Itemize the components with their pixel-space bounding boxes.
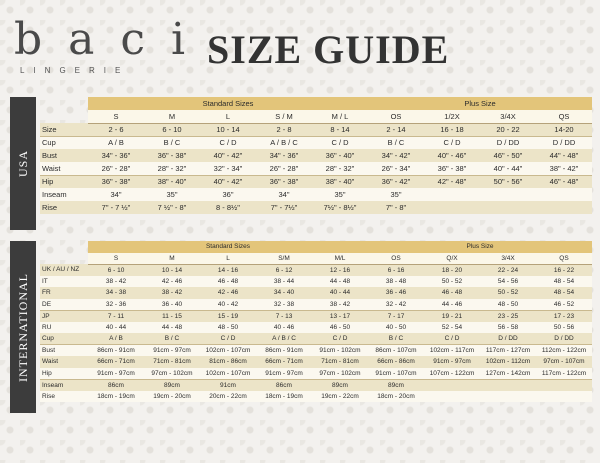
intl-table-cell: 91cm - 97cm — [256, 368, 312, 380]
usa-table-cell: 7" - 7 ½" — [88, 201, 144, 214]
usa-size-col: S / M — [256, 110, 312, 123]
intl-table-cell: B / C — [144, 333, 200, 345]
intl-row-label: JP — [40, 310, 88, 322]
intl-table-cell: 91cm - 97cm — [424, 356, 480, 368]
intl-size-col: S — [88, 253, 144, 265]
international-size-table — [40, 241, 592, 402]
intl-table-cell: 66cm - 86cm — [368, 356, 424, 368]
intl-plus-size-header: Plus Size — [368, 241, 592, 253]
usa-table-cell: 36" - 38" — [424, 162, 480, 175]
intl-table-cell — [424, 391, 480, 403]
intl-table-cell: 102cm - 117cm — [424, 345, 480, 357]
header — [0, 0, 600, 90]
usa-table-cell: 36" - 38" — [144, 149, 200, 162]
intl-table-cell: 11 - 15 — [144, 310, 200, 322]
intl-table-cell: 48 - 50 — [480, 299, 536, 311]
usa-table-cell: 8 - 8½" — [200, 201, 256, 214]
intl-table-cell: 56 - 58 — [480, 322, 536, 334]
intl-size-col: QS — [536, 253, 592, 265]
usa-table-cell: 7" - 8" — [368, 201, 424, 214]
usa-table-cell: 46" - 48" — [536, 175, 592, 188]
usa-table-cell: 50" - 56" — [480, 175, 536, 188]
intl-group-header-row — [40, 241, 592, 253]
intl-table-cell — [480, 379, 536, 391]
intl-table-row — [40, 356, 592, 368]
intl-table-cell: 32 - 38 — [256, 299, 312, 311]
intl-table-cell: 89cm — [144, 379, 200, 391]
intl-table-row — [40, 391, 592, 403]
usa-size-table — [40, 97, 592, 214]
usa-table-cell: D / DD — [480, 136, 536, 149]
usa-table-cell: B / C — [368, 136, 424, 149]
usa-table-cell: 40" - 44" — [480, 162, 536, 175]
intl-table-cell: 40 - 44 — [88, 322, 144, 334]
intl-table-cell: 34 - 38 — [88, 287, 144, 299]
intl-table-cell: 86cm - 91cm — [88, 345, 144, 357]
usa-table-cell: 34" — [88, 188, 144, 201]
usa-row-label: Hip — [40, 175, 88, 188]
intl-table-cell: 13 - 17 — [312, 310, 368, 322]
usa-row-label: Bust — [40, 149, 88, 162]
intl-table-cell — [480, 391, 536, 403]
usa-table-body — [40, 123, 592, 214]
intl-table-cell: C / D — [312, 333, 368, 345]
intl-table-cell: 32 - 42 — [368, 299, 424, 311]
usa-table-cell: 46" - 50" — [480, 149, 536, 162]
usa-row-label: Size — [40, 123, 88, 136]
intl-table-row — [40, 333, 592, 345]
intl-table-cell: 46 - 52 — [536, 299, 592, 311]
intl-table-cell: 91cm - 97cm — [144, 345, 200, 357]
intl-table-cell: D / DD — [536, 333, 592, 345]
intl-table-cell: 38 - 48 — [368, 276, 424, 288]
intl-table-cell: 102cm - 112cm — [480, 356, 536, 368]
intl-table-cell: 15 - 19 — [200, 310, 256, 322]
intl-table-cell: 91cm - 107cm — [368, 368, 424, 380]
usa-table-cell: 7 ½" - 8" — [144, 201, 200, 214]
usa-row-label: Waist — [40, 162, 88, 175]
intl-table-cell: 102cm - 107cm — [200, 345, 256, 357]
intl-table-cell: 22 - 24 — [480, 264, 536, 276]
intl-table-cell: 46 - 48 — [200, 276, 256, 288]
intl-table-cell: 17 - 23 — [536, 310, 592, 322]
intl-row-label: DE — [40, 299, 88, 311]
usa-table-cell: 26" - 28" — [88, 162, 144, 175]
intl-table-cell: 86cm — [88, 379, 144, 391]
intl-row-label: Inseam — [40, 379, 88, 391]
intl-size-col: L — [200, 253, 256, 265]
usa-table-cell: 38" - 40" — [144, 175, 200, 188]
intl-table-cell: C / D — [200, 333, 256, 345]
intl-table-row — [40, 322, 592, 334]
intl-table-cell: 18cm - 20cm — [368, 391, 424, 403]
intl-table-cell: 18cm - 19cm — [88, 391, 144, 403]
brand-logo-subtitle: LINGERIE — [20, 66, 130, 75]
usa-table-cell: 2 - 6 — [88, 123, 144, 136]
usa-table-cell: 38" - 42" — [536, 162, 592, 175]
intl-table-cell: 38 - 42 — [312, 299, 368, 311]
usa-table-cell: 7½" - 8½" — [312, 201, 368, 214]
usa-table-cell — [424, 188, 480, 201]
intl-table-cell: 42 - 46 — [144, 276, 200, 288]
intl-size-header-row — [40, 253, 592, 265]
intl-table-cell: C / D — [424, 333, 480, 345]
intl-table-cell: 19cm - 20cm — [144, 391, 200, 403]
intl-table-cell: 40 - 46 — [256, 322, 312, 334]
intl-table-cell: 89cm — [312, 379, 368, 391]
intl-table-body — [40, 264, 592, 402]
usa-table-cell: 35" — [144, 188, 200, 201]
intl-table-row — [40, 368, 592, 380]
usa-table-cell: 34" — [256, 188, 312, 201]
intl-table-cell: 38 - 44 — [256, 276, 312, 288]
intl-table-cell: 16 - 22 — [536, 264, 592, 276]
intl-table-cell: 46 - 48 — [424, 287, 480, 299]
usa-table-cell — [536, 201, 592, 214]
intl-table-cell: 18cm - 19cm — [256, 391, 312, 403]
intl-table-cell: 36 - 46 — [368, 287, 424, 299]
intl-table-cell: 6 - 16 — [368, 264, 424, 276]
usa-table-cell: 34" - 36" — [88, 149, 144, 162]
usa-table-cell: 42" - 48" — [424, 175, 480, 188]
intl-table-cell: 117cm - 122cm — [536, 368, 592, 380]
intl-table-cell: 86cm - 91cm — [256, 345, 312, 357]
usa-table-cell: 36" — [200, 188, 256, 201]
intl-table-cell: 23 - 25 — [480, 310, 536, 322]
intl-table-cell: 14 - 16 — [200, 264, 256, 276]
intl-table-cell: 44 - 46 — [424, 299, 480, 311]
usa-size-col: 3/4X — [480, 110, 536, 123]
usa-plus-size-header: Plus Size — [368, 97, 592, 110]
intl-table-cell: 117cm - 127cm — [480, 345, 536, 357]
intl-table-cell: 19 - 21 — [424, 310, 480, 322]
usa-table-cell: 44" - 48" — [536, 149, 592, 162]
intl-table-row — [40, 276, 592, 288]
usa-size-header-row — [40, 110, 592, 123]
usa-table-cell: 36" - 38" — [88, 175, 144, 188]
usa-table-cell: 14-20 — [536, 123, 592, 136]
usa-table-cell: 38" - 40" — [312, 175, 368, 188]
intl-table-row — [40, 264, 592, 276]
usa-table-cell: 35" — [312, 188, 368, 201]
usa-table-cell: 26" - 34" — [368, 162, 424, 175]
usa-row-label: Rise — [40, 201, 88, 214]
intl-size-col: OS — [368, 253, 424, 265]
brand-logo: baci — [14, 14, 212, 65]
intl-table-cell: 48 - 50 — [200, 322, 256, 334]
intl-table-cell: 86cm — [256, 379, 312, 391]
usa-table-cell: 7" - 7½" — [256, 201, 312, 214]
international-size-section — [10, 241, 592, 413]
usa-table-cell — [424, 201, 480, 214]
intl-row-label: UK / AU / NZ — [40, 264, 88, 276]
page-title: SIZE GUIDE — [207, 27, 450, 72]
intl-table-row — [40, 310, 592, 322]
usa-table-row — [40, 175, 592, 188]
intl-table-cell: 102cm - 107cm — [200, 368, 256, 380]
usa-table-cell: 8 - 14 — [312, 123, 368, 136]
intl-table-cell: 112cm - 122cm — [536, 345, 592, 357]
intl-table-cell: 97cm - 102cm — [312, 368, 368, 380]
usa-table-cell: 40" - 42" — [200, 175, 256, 188]
intl-table-cell: 12 - 16 — [312, 264, 368, 276]
intl-table-row — [40, 299, 592, 311]
intl-table-cell — [536, 379, 592, 391]
intl-table-cell: 6 - 10 — [88, 264, 144, 276]
usa-size-col: S — [88, 110, 144, 123]
usa-table-cell: B / C — [144, 136, 200, 149]
usa-size-section — [10, 97, 592, 230]
intl-table-cell: 48 - 54 — [536, 287, 592, 299]
intl-table-cell: B / C — [368, 333, 424, 345]
intl-row-label: Rise — [40, 391, 88, 403]
usa-table-row — [40, 188, 592, 201]
usa-table-cell: 28" - 32" — [312, 162, 368, 175]
usa-size-col: L — [200, 110, 256, 123]
intl-row-label: IT — [40, 276, 88, 288]
intl-table-cell: 66cm - 71cm — [88, 356, 144, 368]
usa-table-cell: 35" — [368, 188, 424, 201]
intl-table-cell: 20cm - 22cm — [200, 391, 256, 403]
usa-table-row — [40, 149, 592, 162]
intl-table-cell: 44 - 48 — [144, 322, 200, 334]
intl-table-cell: 91cm - 97cm — [88, 368, 144, 380]
usa-table-cell: A / B — [88, 136, 144, 149]
usa-table-cell: 20 - 22 — [480, 123, 536, 136]
intl-size-col: 3/4X — [480, 253, 536, 265]
intl-table-cell: 91cm — [200, 379, 256, 391]
intl-table-cell: 38 - 42 — [88, 276, 144, 288]
intl-table-cell: 71cm - 81cm — [312, 356, 368, 368]
usa-group-header-row — [40, 97, 592, 110]
usa-table-cell: 36" - 38" — [256, 175, 312, 188]
usa-table-cell — [480, 188, 536, 201]
intl-table-cell: 86cm - 107cm — [368, 345, 424, 357]
usa-table-cell — [536, 188, 592, 201]
intl-table-cell: A / B / C — [256, 333, 312, 345]
usa-size-col: OS — [368, 110, 424, 123]
intl-table-cell: 46 - 50 — [312, 322, 368, 334]
usa-size-col: 1/2X — [424, 110, 480, 123]
usa-table-cell: 26" - 28" — [256, 162, 312, 175]
intl-table-cell: A / B — [88, 333, 144, 345]
intl-size-col: Q/X — [424, 253, 480, 265]
usa-standard-sizes-header: Standard Sizes — [88, 97, 368, 110]
intl-table-cell: 127cm - 142cm — [480, 368, 536, 380]
usa-table-cell: 2 - 8 — [256, 123, 312, 136]
usa-table-cell: 40" - 46" — [424, 149, 480, 162]
usa-table-cell: 34" - 42" — [368, 149, 424, 162]
intl-row-label: FR — [40, 287, 88, 299]
intl-size-col: S/M — [256, 253, 312, 265]
international-section-label: INTERNATIONAL — [10, 241, 36, 413]
usa-table-cell: 10 - 14 — [200, 123, 256, 136]
usa-table-cell: C / D — [200, 136, 256, 149]
intl-size-col: M/L — [312, 253, 368, 265]
intl-table-cell: 89cm — [368, 379, 424, 391]
intl-table-cell: 50 - 56 — [536, 322, 592, 334]
intl-table-cell: 40 - 44 — [312, 287, 368, 299]
usa-table-cell: 36" - 42" — [368, 175, 424, 188]
intl-table-cell: 71cm - 81cm — [144, 356, 200, 368]
intl-row-label: Waist — [40, 356, 88, 368]
usa-table-cell — [480, 201, 536, 214]
intl-table-cell: 50 - 52 — [424, 276, 480, 288]
intl-table-cell: 48 - 54 — [536, 276, 592, 288]
intl-table-cell: 50 - 52 — [480, 287, 536, 299]
intl-table-row — [40, 379, 592, 391]
usa-table-row — [40, 201, 592, 214]
usa-size-col: M / L — [312, 110, 368, 123]
usa-table-cell: A / B / C — [256, 136, 312, 149]
intl-table-cell: 97cm - 102cm — [144, 368, 200, 380]
usa-table-row — [40, 162, 592, 175]
usa-table-cell: 32" - 34" — [200, 162, 256, 175]
intl-table-cell: 40 - 42 — [200, 299, 256, 311]
usa-table-cell: 40" - 42" — [200, 149, 256, 162]
intl-table-cell — [424, 379, 480, 391]
intl-table-cell: 40 - 50 — [368, 322, 424, 334]
intl-row-label: Cup — [40, 333, 88, 345]
intl-table-cell: 66cm - 71cm — [256, 356, 312, 368]
intl-table-cell: 91cm - 102cm — [312, 345, 368, 357]
usa-table-cell: 2 - 14 — [368, 123, 424, 136]
intl-table-cell: 7 - 13 — [256, 310, 312, 322]
usa-size-col: M — [144, 110, 200, 123]
intl-table-row — [40, 287, 592, 299]
usa-table-cell: 28" - 32" — [144, 162, 200, 175]
intl-table-row — [40, 345, 592, 357]
usa-row-label: Cup — [40, 136, 88, 149]
usa-table-row — [40, 136, 592, 149]
intl-table-cell: 42 - 46 — [200, 287, 256, 299]
intl-table-cell: 32 - 36 — [88, 299, 144, 311]
intl-table-cell: 18 - 20 — [424, 264, 480, 276]
intl-table-cell: 19cm - 22cm — [312, 391, 368, 403]
usa-table-cell: 36" - 40" — [312, 149, 368, 162]
intl-table-cell: 6 - 12 — [256, 264, 312, 276]
intl-table-cell: 10 - 14 — [144, 264, 200, 276]
intl-table-cell: 7 - 11 — [88, 310, 144, 322]
usa-table-cell: D / DD — [536, 136, 592, 149]
intl-table-cell: D / DD — [480, 333, 536, 345]
intl-row-label: Bust — [40, 345, 88, 357]
intl-table-cell: 36 - 40 — [144, 299, 200, 311]
usa-table-cell: 16 - 18 — [424, 123, 480, 136]
intl-table-cell: 81cm - 86cm — [200, 356, 256, 368]
intl-size-col: M — [144, 253, 200, 265]
usa-size-col: QS — [536, 110, 592, 123]
usa-table-cell: C / D — [424, 136, 480, 149]
intl-table-cell — [536, 391, 592, 403]
intl-table-cell: 54 - 56 — [480, 276, 536, 288]
intl-table-cell: 34 - 40 — [256, 287, 312, 299]
intl-table-cell: 44 - 48 — [312, 276, 368, 288]
intl-row-label: RU — [40, 322, 88, 334]
usa-table-cell: 6 - 10 — [144, 123, 200, 136]
intl-standard-sizes-header: Standard Sizes — [88, 241, 368, 253]
intl-table-cell: 107cm - 122cm — [424, 368, 480, 380]
usa-table-row — [40, 123, 592, 136]
intl-row-label: Hip — [40, 368, 88, 380]
usa-section-label: USA — [10, 97, 36, 230]
intl-table-cell: 97cm - 107cm — [536, 356, 592, 368]
intl-table-cell: 7 - 17 — [368, 310, 424, 322]
intl-table-cell: 52 - 54 — [424, 322, 480, 334]
intl-table-cell: 38 - 42 — [144, 287, 200, 299]
usa-table-cell: C / D — [312, 136, 368, 149]
usa-table-cell: 34" - 36" — [256, 149, 312, 162]
usa-row-label: Inseam — [40, 188, 88, 201]
